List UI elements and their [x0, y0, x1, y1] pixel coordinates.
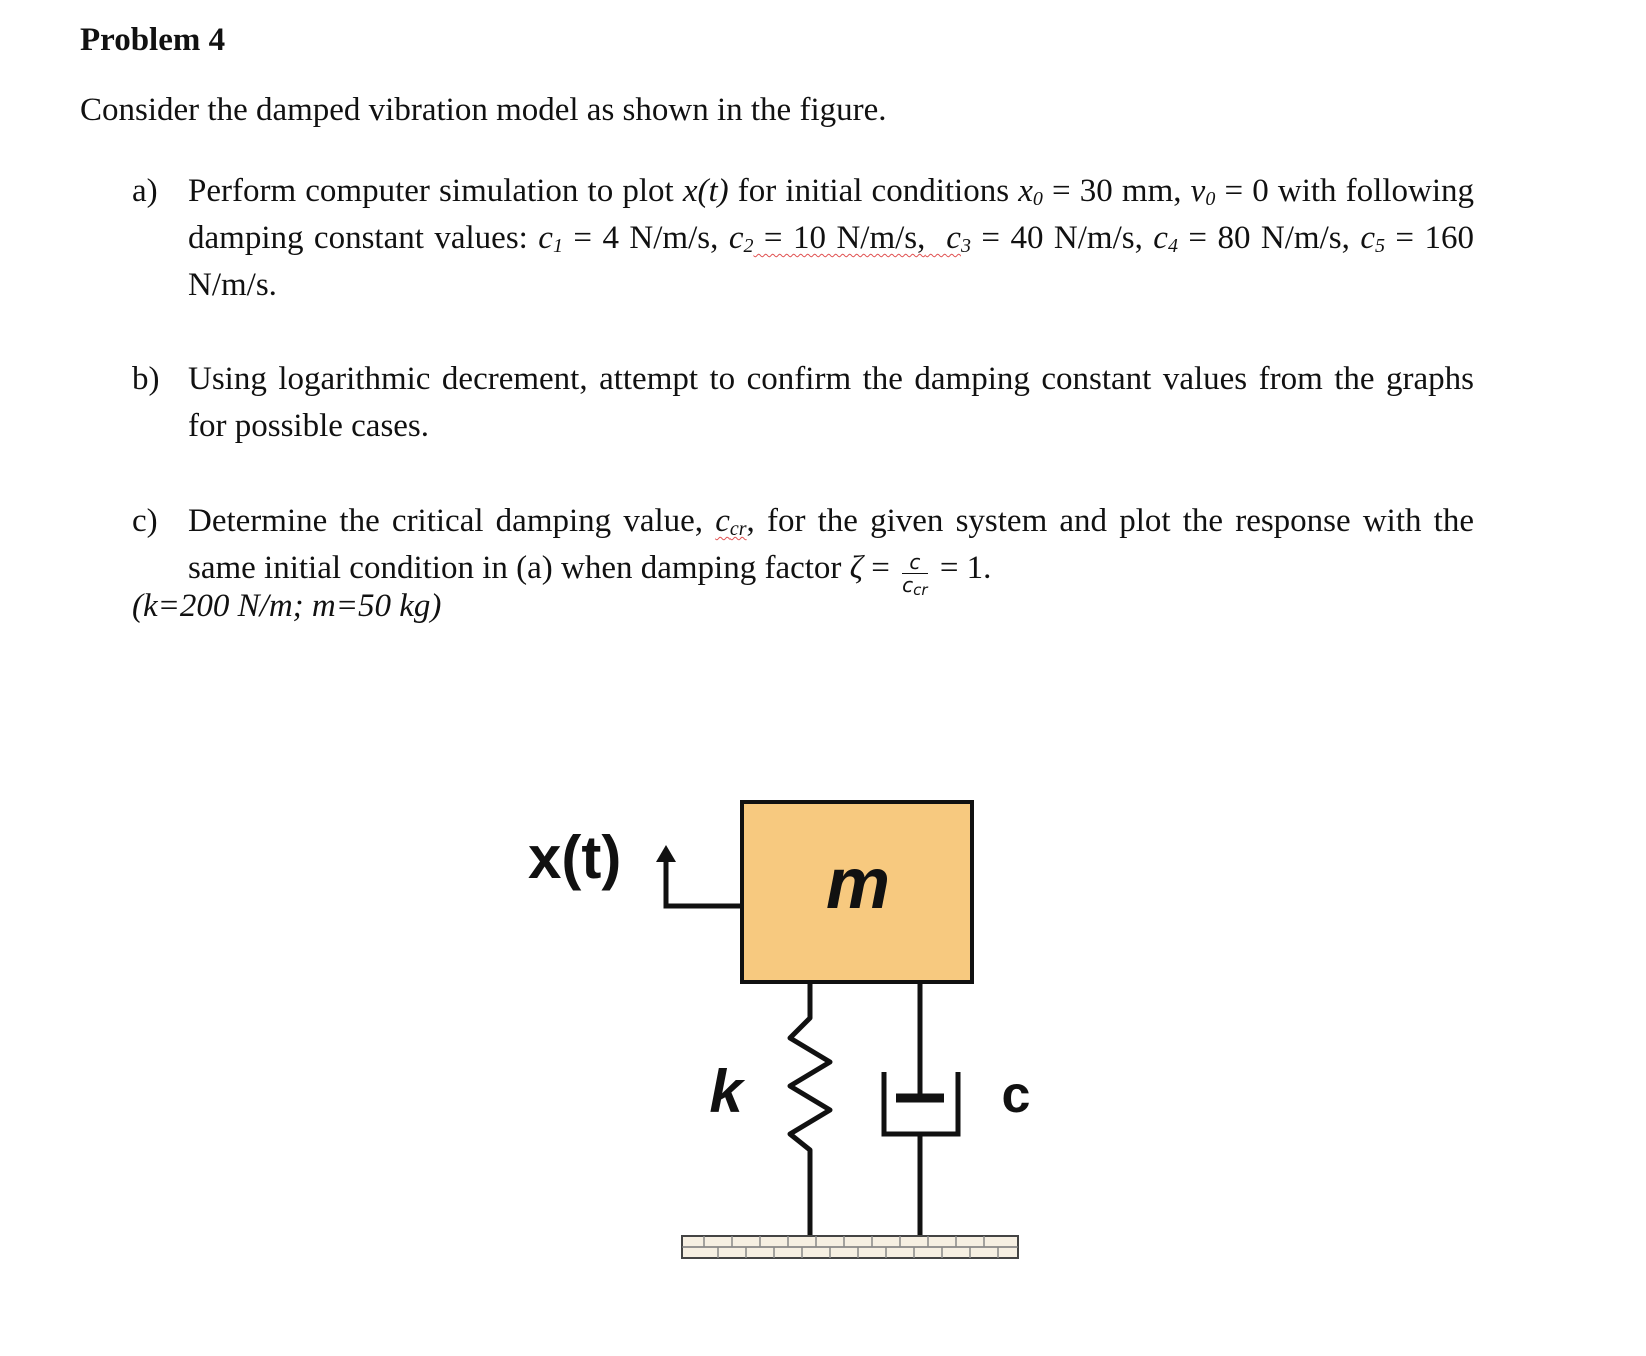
part-c-marker: c) [132, 503, 158, 539]
sub-c5: 5 [1374, 235, 1385, 257]
up-arrow-icon [656, 845, 742, 906]
fraction-numerator: c [902, 551, 927, 574]
given-parameters: (k=200 N/m; m=50 kg) [132, 588, 442, 624]
var-c1: c [538, 220, 553, 256]
spring [790, 982, 830, 1236]
sub-c1: 1 [552, 235, 563, 257]
value-c1: = 4 N/m/s, [562, 220, 729, 256]
sub-ccr: cr [729, 518, 747, 540]
var-xt: x(t) [682, 173, 729, 209]
part-b-text: Using logarithmic decrement, attempt to confirm the damping constant values from the graphs for possible cases. [188, 361, 1474, 444]
value-c4: = 80 N/m/s, [1177, 220, 1361, 256]
equals-1: = [863, 550, 899, 586]
fraction-denominator-var: c [902, 572, 914, 597]
var-c3: c [946, 220, 961, 256]
problem-intro: Consider the damped vibration model as shown in the figure. [80, 92, 887, 128]
var-x0: x [1018, 173, 1033, 209]
damper-label: c [1001, 1066, 1031, 1124]
damper [884, 982, 958, 1236]
value-v0: = 0 with following damping constant values: [188, 173, 1475, 256]
sub-c3: 3 [960, 235, 971, 257]
spring-label: k [709, 1058, 743, 1125]
sub-c4: 4 [1167, 235, 1178, 257]
zeta-symbol: ζ [849, 550, 864, 586]
part-a-text-2: for initial conditions [728, 173, 1019, 209]
var-c4: c [1153, 220, 1168, 256]
fraction-denominator-sub: cr [913, 580, 928, 599]
var-c2: c [728, 220, 744, 256]
var-c5: c [1360, 220, 1375, 256]
part-c-text-1: Determine the critical damping value, [188, 503, 716, 539]
part-a-text-1: Perform computer simulation to plot [188, 173, 683, 209]
sub-x0: 0 [1032, 188, 1043, 210]
problem-title: Problem 4 [80, 22, 226, 58]
sub-c2: 2 [743, 235, 754, 257]
var-ccr: c [715, 503, 730, 539]
value-c5: = 160 N/m/s. [188, 220, 1474, 303]
value-c3: = 40 N/m/s, [970, 220, 1154, 256]
equals-2: = 1. [931, 550, 992, 586]
value-c2: = 10 N/m/s, [753, 220, 926, 256]
mass-label: m [825, 844, 891, 924]
part-a-marker: a) [132, 173, 158, 209]
sub-v0: 0 [1205, 188, 1216, 210]
displacement-label: x(t) [528, 824, 622, 891]
value-x0: = 30 mm, [1042, 173, 1191, 209]
part-b-marker: b) [132, 361, 160, 397]
var-v0: v [1190, 173, 1206, 209]
ground [682, 1236, 1018, 1258]
part-c-text-2: , for the given system and plot the response with the same initial condition in (a) when damping factor [188, 503, 1474, 586]
